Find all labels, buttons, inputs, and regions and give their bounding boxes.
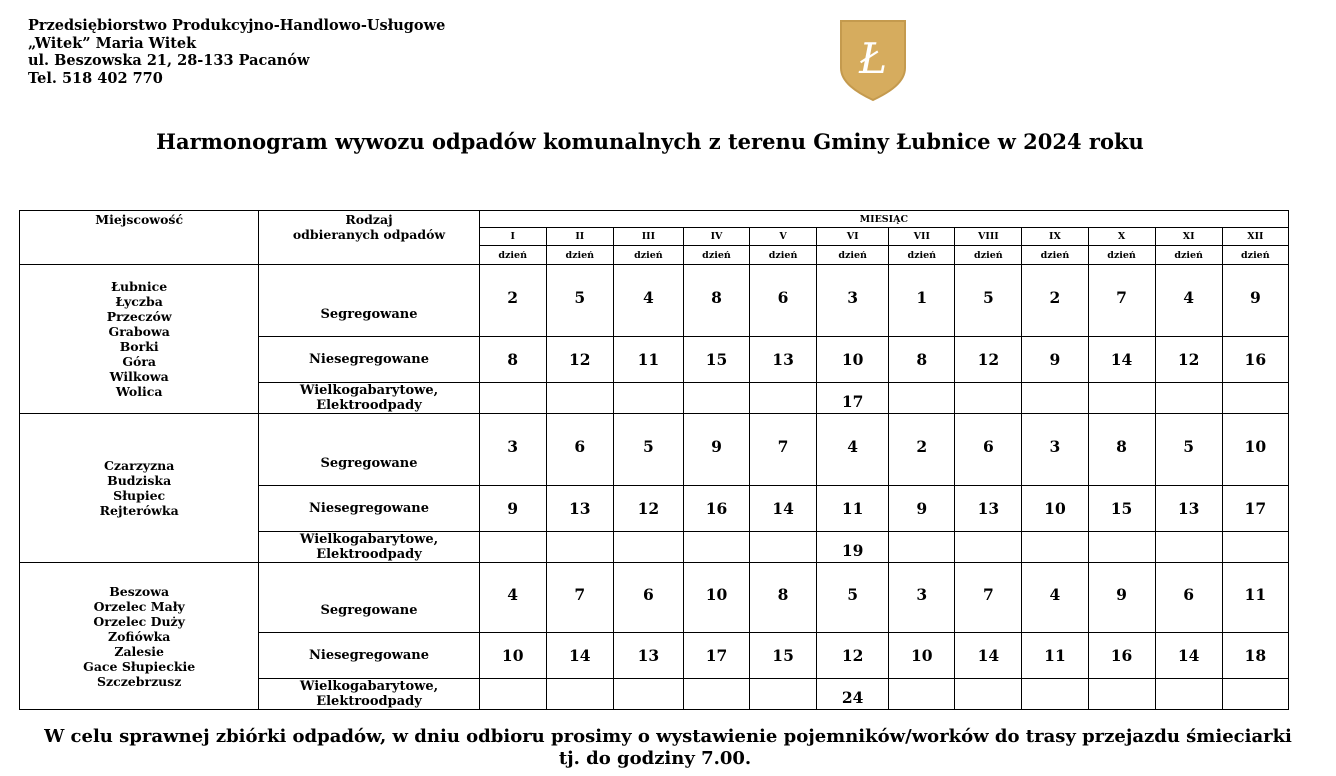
pickup-day-cell xyxy=(1222,679,1288,710)
pickup-day-cell xyxy=(750,679,817,710)
month-header: X xyxy=(1088,228,1155,246)
pickup-day-cell xyxy=(546,383,613,414)
pickup-day-cell: 11 xyxy=(817,486,889,532)
place-list xyxy=(20,414,259,563)
pickup-day-cell: 2 xyxy=(479,265,546,337)
pickup-day-cell xyxy=(1155,532,1222,563)
pickup-day-cell: 5 xyxy=(1155,414,1222,486)
pickup-day-cell xyxy=(546,679,613,710)
pickup-day-cell: 15 xyxy=(750,633,817,679)
pickup-day-cell: 16 xyxy=(1088,633,1155,679)
place-name: Orzelec Mały xyxy=(93,598,185,614)
pickup-day-cell: 13 xyxy=(750,337,817,383)
pickup-day-cell: 3 xyxy=(817,265,889,337)
waste-type-label: Niesegregowane xyxy=(259,486,479,532)
company-phone: Tel. 518 402 770 xyxy=(28,69,163,87)
pickup-day-cell: 10 xyxy=(1022,486,1088,532)
header-waste-type xyxy=(259,211,479,265)
pickup-day-cell xyxy=(613,532,683,563)
pickup-day-cell xyxy=(1088,679,1155,710)
month-header: II xyxy=(546,228,613,246)
pickup-day-cell: 8 xyxy=(889,337,955,383)
pickup-day-cell xyxy=(479,679,546,710)
pickup-day-cell: 18 xyxy=(1222,633,1288,679)
place-name: Beszowa xyxy=(109,583,170,599)
place-name: Wilkowa xyxy=(109,369,169,384)
place-name: Czarzyzna xyxy=(103,458,175,473)
place-name: Orzelec Duży xyxy=(93,613,185,629)
waste-type-label: Niesegregowane xyxy=(259,633,479,679)
pickup-day-cell: 13 xyxy=(955,486,1022,532)
place-name: Rejterówka xyxy=(99,503,179,518)
pickup-day-cell: 9 xyxy=(1022,337,1088,383)
schedule-table xyxy=(19,210,1289,710)
pickup-day-cell: 7 xyxy=(955,563,1022,633)
pickup-day-cell: 2 xyxy=(889,414,955,486)
pickup-day-cell: 10 xyxy=(1222,414,1288,486)
pickup-day-cell xyxy=(750,383,817,414)
header-waste-type-line2: odbieranych odpadów xyxy=(292,227,446,242)
waste-type-label-line1: Wielkogabarytowe, xyxy=(299,679,439,694)
waste-type-label: Segregowane xyxy=(259,265,479,337)
pickup-day-cell: 14 xyxy=(1088,337,1155,383)
pickup-day-cell: 9 xyxy=(479,486,546,532)
day-header: dzień xyxy=(1155,246,1222,265)
pickup-day-cell: 24 xyxy=(817,679,889,710)
place-name: Zofiówka xyxy=(107,628,171,644)
place-name: Zalesie xyxy=(114,643,164,659)
month-header: IV xyxy=(683,228,749,246)
pickup-day-cell: 6 xyxy=(1155,563,1222,633)
header-waste-type-line1: Rodzaj xyxy=(345,212,393,227)
place-name: Grabowa xyxy=(108,324,170,339)
month-header: III xyxy=(613,228,683,246)
pickup-day-cell: 5 xyxy=(817,563,889,633)
place-name: Łubnice xyxy=(111,279,168,294)
pickup-day-cell: 4 xyxy=(479,563,546,633)
footer-line-2: tj. do godziny 7.00. xyxy=(558,748,752,769)
place-name: Przeczów xyxy=(106,309,172,324)
header-month: MIESIĄC xyxy=(479,211,1288,228)
pickup-day-cell: 7 xyxy=(546,563,613,633)
company-owner: „Witek” Maria Witek xyxy=(28,34,197,52)
day-header: dzień xyxy=(613,246,683,265)
place-list xyxy=(20,265,259,414)
pickup-day-cell xyxy=(613,679,683,710)
pickup-day-cell xyxy=(1088,532,1155,563)
pickup-day-cell xyxy=(683,679,749,710)
pickup-day-cell: 10 xyxy=(889,633,955,679)
place-name: Wolica xyxy=(115,384,163,399)
pickup-day-cell: 14 xyxy=(750,486,817,532)
pickup-day-cell xyxy=(479,532,546,563)
pickup-day-cell: 17 xyxy=(683,633,749,679)
place-name: Gace Słupieckie xyxy=(83,658,196,674)
pickup-day-cell xyxy=(1222,532,1288,563)
pickup-day-cell xyxy=(955,679,1022,710)
company-address: ul. Beszowska 21, 28-133 Pacanów xyxy=(28,52,310,69)
pickup-day-cell: 8 xyxy=(683,265,749,337)
pickup-day-cell: 14 xyxy=(955,633,1022,679)
pickup-day-cell: 13 xyxy=(613,633,683,679)
footer-note xyxy=(0,726,1336,770)
pickup-day-cell: 14 xyxy=(546,633,613,679)
gold-shield-logo-icon xyxy=(838,18,908,102)
waste-type-label: Segregowane xyxy=(259,414,479,486)
pickup-day-cell: 10 xyxy=(683,563,749,633)
pickup-day-cell: 10 xyxy=(817,337,889,383)
pickup-day-cell: 13 xyxy=(546,486,613,532)
segregowane-row xyxy=(20,563,1289,633)
pickup-day-cell xyxy=(750,532,817,563)
pickup-day-cell xyxy=(889,532,955,563)
pickup-day-cell: 1 xyxy=(889,265,955,337)
month-header: IX xyxy=(1022,228,1088,246)
pickup-day-cell: 4 xyxy=(1022,563,1088,633)
place-name: Góra xyxy=(122,354,157,369)
pickup-day-cell: 9 xyxy=(1088,563,1155,633)
day-header: dzień xyxy=(479,246,546,265)
pickup-day-cell xyxy=(1155,679,1222,710)
waste-type-label xyxy=(259,532,479,563)
waste-type-label xyxy=(259,679,479,710)
company-info xyxy=(28,17,445,87)
page-title: Harmonogram wywozu odpadów komunalnych z terenu Gminy Łubnice w 2024 roku xyxy=(156,129,1144,154)
waste-type-label xyxy=(259,383,479,414)
month-header: I xyxy=(479,228,546,246)
day-header: dzień xyxy=(889,246,955,265)
pickup-day-cell: 17 xyxy=(1222,486,1288,532)
pickup-day-cell: 10 xyxy=(479,633,546,679)
waste-type-label: Niesegregowane xyxy=(259,337,479,383)
pickup-day-cell xyxy=(613,383,683,414)
day-header: dzień xyxy=(817,246,889,265)
pickup-day-cell: 4 xyxy=(817,414,889,486)
footer-line-1: W celu sprawnej zbiórki odpadów, w dniu odbioru prosimy o wystawienie pojemników/worków do trasy przejazdu śmieciarki xyxy=(44,726,1292,747)
pickup-day-cell: 6 xyxy=(955,414,1022,486)
pickup-day-cell: 5 xyxy=(955,265,1022,337)
pickup-day-cell: 3 xyxy=(479,414,546,486)
place-name: Słupiec xyxy=(113,488,166,503)
pickup-day-cell xyxy=(1022,679,1088,710)
day-header: dzień xyxy=(1022,246,1088,265)
pickup-day-cell xyxy=(479,383,546,414)
pickup-day-cell: 3 xyxy=(889,563,955,633)
waste-type-label-line1: Wielkogabarytowe, xyxy=(299,383,439,398)
place-name: Budziska xyxy=(107,473,172,488)
waste-type-label-line1: Wielkogabarytowe, xyxy=(299,532,439,547)
pickup-day-cell: 12 xyxy=(613,486,683,532)
pickup-day-cell: 7 xyxy=(1088,265,1155,337)
day-header: dzień xyxy=(1222,246,1288,265)
pickup-day-cell: 17 xyxy=(817,383,889,414)
pickup-day-cell: 12 xyxy=(817,633,889,679)
pickup-day-cell: 9 xyxy=(889,486,955,532)
day-header: dzień xyxy=(750,246,817,265)
pickup-day-cell xyxy=(683,532,749,563)
pickup-day-cell: 12 xyxy=(546,337,613,383)
segregowane-row xyxy=(20,265,1289,337)
month-header: VIII xyxy=(955,228,1022,246)
pickup-day-cell: 6 xyxy=(546,414,613,486)
pickup-day-cell: 15 xyxy=(1088,486,1155,532)
day-header: dzień xyxy=(683,246,749,265)
place-name: Łyczba xyxy=(115,294,163,309)
pickup-day-cell: 11 xyxy=(613,337,683,383)
waste-type-label: Segregowane xyxy=(259,563,479,633)
pickup-day-cell: 13 xyxy=(1155,486,1222,532)
pickup-day-cell xyxy=(889,383,955,414)
waste-type-label-line2: Elektroodpady xyxy=(316,398,422,413)
pickup-day-cell: 14 xyxy=(1155,633,1222,679)
pickup-day-cell: 2 xyxy=(1022,265,1088,337)
company-name: Przedsiębiorstwo Produkcyjno-Handlowo-Usługowe xyxy=(28,17,446,34)
pickup-day-cell: 8 xyxy=(1088,414,1155,486)
waste-type-label-line2: Elektroodpady xyxy=(316,694,422,709)
pickup-day-cell: 8 xyxy=(479,337,546,383)
pickup-day-cell: 9 xyxy=(683,414,749,486)
pickup-day-cell: 4 xyxy=(613,265,683,337)
pickup-day-cell: 11 xyxy=(1222,563,1288,633)
pickup-day-cell xyxy=(955,383,1022,414)
day-header: dzień xyxy=(955,246,1022,265)
month-header: VII xyxy=(889,228,955,246)
header-row xyxy=(20,211,1289,228)
month-header: V xyxy=(750,228,817,246)
pickup-day-cell xyxy=(1222,383,1288,414)
segregowane-row xyxy=(20,414,1289,486)
pickup-day-cell: 7 xyxy=(750,414,817,486)
month-header: XII xyxy=(1222,228,1288,246)
pickup-day-cell: 16 xyxy=(683,486,749,532)
pickup-day-cell xyxy=(546,532,613,563)
place-name: Borki xyxy=(119,339,159,354)
place-list xyxy=(20,563,259,710)
pickup-day-cell: 9 xyxy=(1222,265,1288,337)
day-header: dzień xyxy=(546,246,613,265)
pickup-day-cell: 8 xyxy=(750,563,817,633)
pickup-day-cell: 19 xyxy=(817,532,889,563)
place-name: Szczebrzusz xyxy=(96,673,182,689)
pickup-day-cell xyxy=(1022,532,1088,563)
svg-text:Ł: Ł xyxy=(858,34,888,83)
pickup-day-cell: 12 xyxy=(955,337,1022,383)
pickup-day-cell: 3 xyxy=(1022,414,1088,486)
pickup-day-cell: 5 xyxy=(613,414,683,486)
day-header: dzień xyxy=(1088,246,1155,265)
pickup-day-cell: 6 xyxy=(750,265,817,337)
pickup-day-cell: 11 xyxy=(1022,633,1088,679)
pickup-day-cell xyxy=(889,679,955,710)
pickup-day-cell: 16 xyxy=(1222,337,1288,383)
pickup-day-cell: 5 xyxy=(546,265,613,337)
pickup-day-cell: 15 xyxy=(683,337,749,383)
pickup-day-cell: 4 xyxy=(1155,265,1222,337)
month-header: XI xyxy=(1155,228,1222,246)
header-place: Miejscowość xyxy=(20,211,259,265)
pickup-day-cell xyxy=(1022,383,1088,414)
month-header: VI xyxy=(817,228,889,246)
pickup-day-cell xyxy=(1155,383,1222,414)
pickup-day-cell xyxy=(955,532,1022,563)
pickup-day-cell: 6 xyxy=(613,563,683,633)
waste-type-label-line2: Elektroodpady xyxy=(316,547,422,562)
pickup-day-cell xyxy=(1088,383,1155,414)
pickup-day-cell xyxy=(683,383,749,414)
pickup-day-cell: 12 xyxy=(1155,337,1222,383)
